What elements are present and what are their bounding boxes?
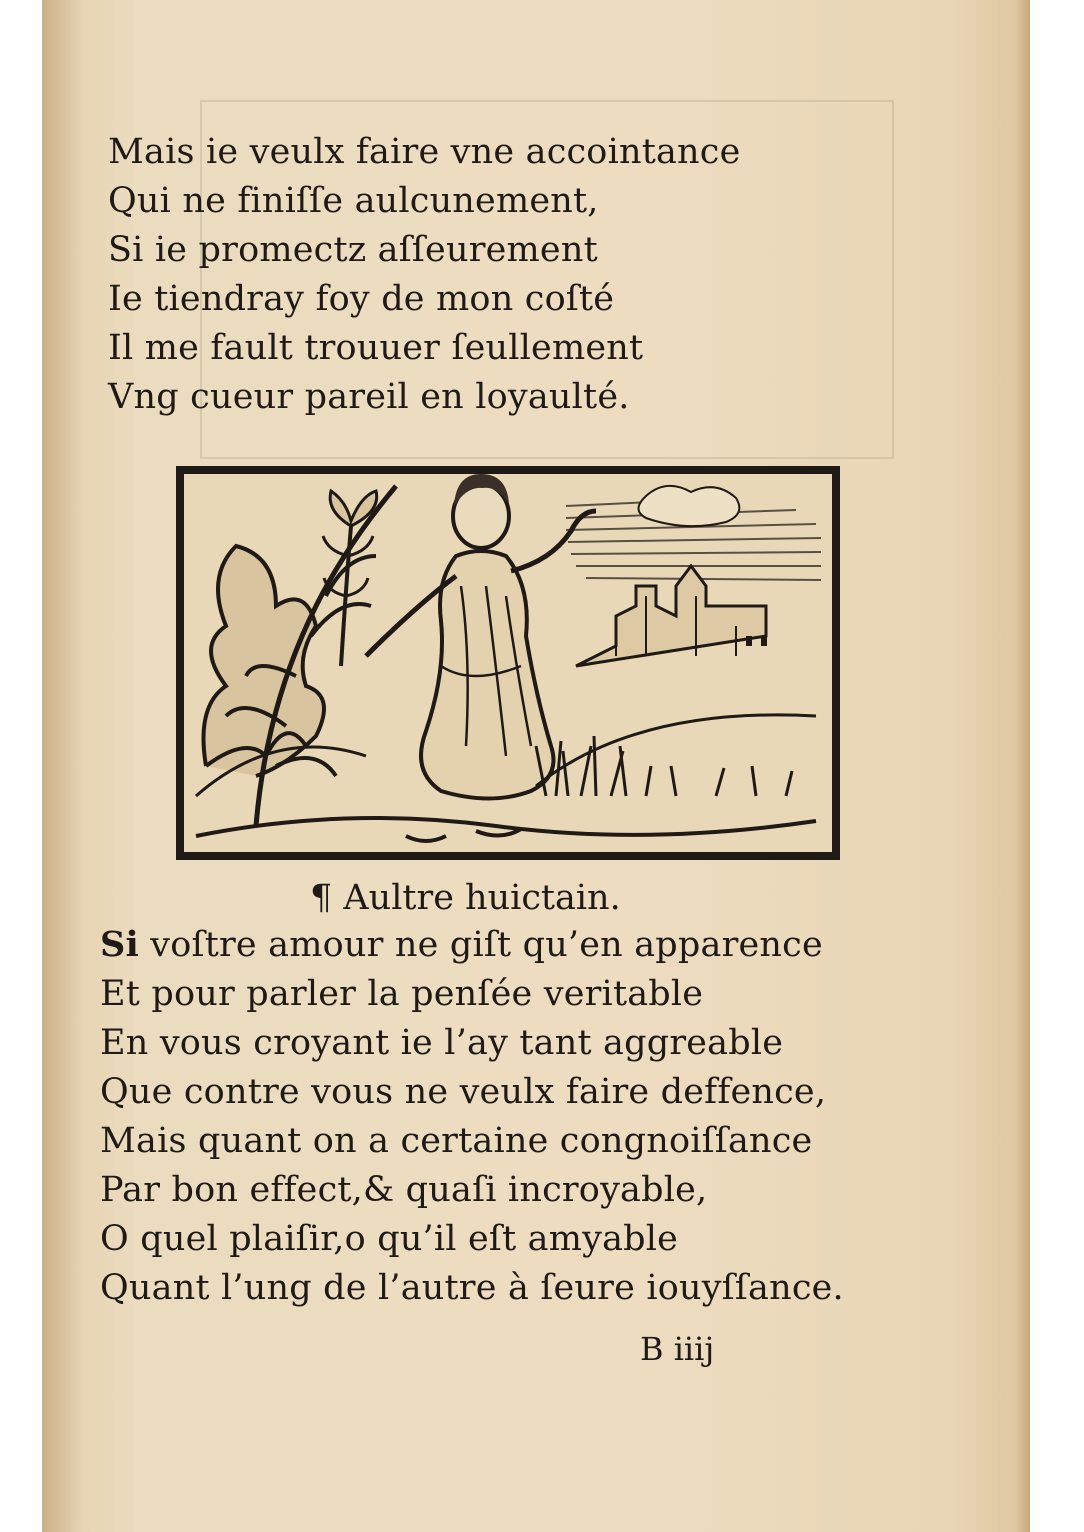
stanza-1 bbox=[108, 128, 741, 422]
verse-line bbox=[100, 920, 844, 970]
verse-line: O quel plaiſir,o qu’il eſt amyable bbox=[100, 1219, 679, 1259]
verse-line: Que contre vous ne veulx faire deffence, bbox=[100, 1072, 827, 1112]
page-edge bbox=[1016, 0, 1030, 1532]
verse-line: Qui ne finiſſe aulcunement, bbox=[108, 181, 599, 221]
initial-letter: Si bbox=[100, 924, 139, 965]
verse-line: Et pour parler la penſée veritable bbox=[100, 974, 704, 1014]
section-heading: ¶ Aultre huictain. bbox=[310, 878, 621, 918]
signature-mark: B iiij bbox=[640, 1330, 715, 1368]
verse-line: Par bon effect,& quaſi incroyable, bbox=[100, 1170, 708, 1210]
stanza-2 bbox=[100, 920, 844, 1313]
verse-line: En vous croyant ie l’ay tant aggreable bbox=[100, 1023, 784, 1063]
verse-line: Mais quant on a certaine congnoiſſance bbox=[100, 1121, 813, 1161]
verse-line: Si ie promectz aſſeurement bbox=[108, 230, 598, 270]
verse-line: Il me fault trouuer ſeullement bbox=[108, 328, 644, 368]
verse-line: Mais ie veulx faire vne accointance bbox=[108, 132, 741, 172]
verse-line-rest: voſtre amour ne giſt qu’en apparence bbox=[138, 925, 823, 965]
verse-line: Vng cueur pareil en loyaulté. bbox=[108, 377, 630, 417]
verse-line: Ie tiendray foy de mon coſté bbox=[108, 279, 615, 319]
woodcut-illustration bbox=[176, 466, 840, 860]
binding-gutter bbox=[42, 0, 82, 1532]
verse-line: Quant l’ung de l’autre à ſeure iouyſſance. bbox=[100, 1268, 844, 1308]
